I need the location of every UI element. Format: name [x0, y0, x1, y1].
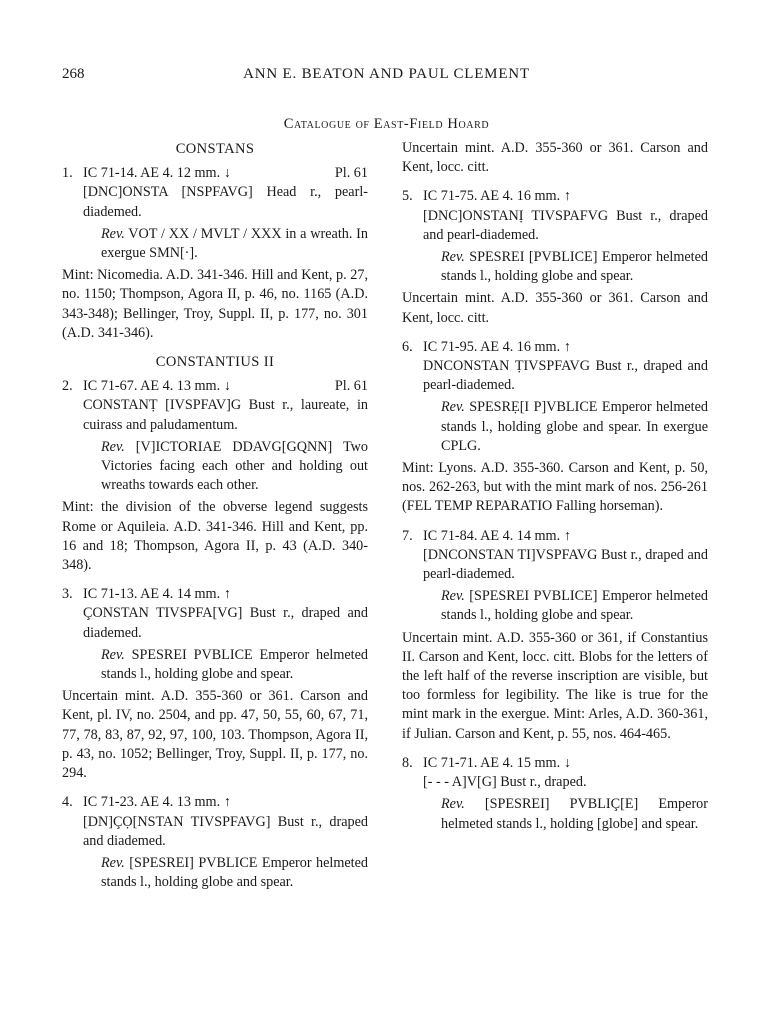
- left-column: [62, 139, 368, 902]
- entry-id: IC 71-71. AE 4. 15 mm. ↓: [423, 754, 571, 771]
- entry-id: IC 71-13. AE 4. 14 mm. ↑: [83, 586, 231, 603]
- entry-header: [402, 527, 708, 546]
- reverse-description: Rev. [SPESREI PVBLICE] Emperor helmeted stands l., holding globe and spear.: [441, 588, 708, 624]
- right-column: [402, 139, 708, 844]
- entry-number: 3.: [62, 586, 73, 603]
- entry-header: [62, 793, 368, 812]
- catalogue-entry-3: [62, 585, 368, 783]
- obverse-description: [DNCONSTAN TI]VSPFAVG Bust r., draped and pearl-diademed.: [423, 546, 708, 583]
- plate-ref: Pl. 61: [334, 165, 368, 182]
- obverse-description: [DNC]ONSTANỊ TIVSPAFVG Bust r., draped and pearl-diademed.: [423, 207, 708, 243]
- entry-number: 2.: [62, 378, 73, 395]
- obverse-description: DNCONSTAN ṬIVSPFAVG Bust r., draped and pearl-diademed.: [423, 358, 708, 394]
- mint-note: Uncertain mint. A.D. 355-360 or 361. Carson and Kent, pl. IV, no. 2504, and pp. 47, 50, 55, 60, 67, 71, 77, 78, 83, 87, 92, 97, 100, 103. Thompson, Agora II, p. 43, no. 1052; Bellinger, Troy, Suppl. II, p. 177, no. 294.: [62, 688, 368, 782]
- catalogue-entry-8: [402, 754, 708, 834]
- mint-note: Uncertain mint. A.D. 355-360 or 361, if Constantius II. Carson and Kent, locc. citt. Blobs for the letters of the left half of the reverse inscription are visible, but too formless for legibility. The like is true for the mint mark in the exergue. Mint: Arles, A.D. 360-361, if Julian. Carson and Kent, p. 55, nos. 464-465.: [402, 629, 708, 742]
- entry-header: [402, 754, 708, 773]
- mint-note: Uncertain mint. A.D. 355-360 or 361. Carson and Kent, locc. citt.: [402, 290, 708, 326]
- entry-id: IC 71-67. AE 4. 13 mm. ↓: [83, 378, 231, 395]
- catalogue-entry-5: [402, 187, 708, 327]
- catalogue-entry-4: [62, 793, 368, 892]
- entry-number: 8.: [402, 754, 413, 771]
- reverse-description: Rev. SPESREI [PVBLICE] Emperor helmeted stands l., holding globe and spear.: [441, 249, 708, 285]
- obverse-description: ÇONSTAN TIVSPFA[VG] Bust r., draped and diademed.: [83, 605, 368, 641]
- entry-number: 1.: [62, 165, 73, 182]
- plate-ref: Pl. 61: [334, 378, 368, 395]
- entry-id: IC 71-23. AE 4. 13 mm. ↑: [83, 794, 231, 811]
- catalogue-entry-6: [402, 338, 708, 517]
- reverse-description: Rev. VOT / XX / MVLT / XXX in a wreath. In exergue SMN[·].: [101, 225, 368, 262]
- obverse-description: [DN]ÇỌ[NSTAN TIVSPFAVG] Bust r., draped and diademed.: [83, 813, 368, 849]
- mint-note: Uncertain mint. A.D. 355-360 or 361. Carson and Kent, locc. citt.: [402, 140, 708, 176]
- section-heading-constans: CONSTANS: [175, 141, 255, 157]
- reverse-description: Rev. SPESRẸ[I P]VBLICE Emperor helmeted stands l., holding globe and spear. In exergue CPLG.: [441, 399, 708, 454]
- catalogue-entry-2: [62, 377, 368, 575]
- catalogue-entry-1: [62, 164, 368, 343]
- reverse-description: Rev. [SPESREI] PVBLICE Emperor helmeted stands l., holding globe and spear.: [101, 854, 368, 891]
- entry-id: IC 71-14. AE 4. 12 mm. ↓: [83, 165, 231, 182]
- page-number: 268: [62, 66, 85, 82]
- page-header: [0, 66, 773, 88]
- catalogue-title: Catalogue of East-Field Hoard: [283, 116, 490, 132]
- mint-note: Mint: Nicomedia. A.D. 341-346. Hill and Kent, p. 27, no. 1150; Thompson, Agora II, p. 46, no. 1165 (A.D. 343-348); Bellinger, Troy, Suppl. II, p. 177, no. 301 (A.D. 341-346).: [62, 267, 368, 341]
- reverse-description: Rev. SPESREI PVBLICE Emperor helmeted stands l., holding globe and spear.: [101, 646, 368, 683]
- entry-number: 6.: [402, 338, 413, 355]
- entry-id: IC 71-95. AE 4. 16 mm. ↑: [423, 338, 571, 355]
- entry-number: 4.: [62, 794, 73, 811]
- entry-number: 5.: [402, 188, 413, 205]
- entry-header: [402, 187, 708, 206]
- reverse-description: Rev. [V]ICTORIAE DDAVG[GQNN] Two Victories facing each other and holding out wreaths towards each other.: [101, 438, 368, 494]
- entry-header: [62, 585, 368, 604]
- reverse-description: Rev. [SPESREI] PVBLIÇ[E] Emperor helmeted stands l., holding [globe] and spear.: [441, 796, 708, 832]
- obverse-description: [DNC]ONSTA [NSPFAVG] Head r., pearl-diademed.: [83, 184, 368, 220]
- entry-header: [62, 164, 368, 183]
- entry-number: 7.: [402, 527, 413, 544]
- entry-id: IC 71-84. AE 4. 14 mm. ↑: [423, 527, 571, 544]
- mint-note: Mint: Lyons. A.D. 355-360. Carson and Kent, p. 50, nos. 262-263, but with the mint mark of nos. 256-261 (FEL TEMP REPARATIO Falling horseman).: [402, 460, 708, 515]
- running-head: ANN E. BEATON AND PAUL CLEMENT: [243, 66, 530, 82]
- entry-header: [62, 377, 368, 396]
- entry-id: IC 71-75. AE 4. 16 mm. ↑: [423, 188, 571, 205]
- section-heading-constantius-ii: CONSTANTIUS II: [155, 354, 275, 371]
- entry-header: [402, 338, 708, 357]
- obverse-description: CONSTANṬ [IVSPFAV]G Bust r., laureate, in cuirass and paludamentum.: [83, 397, 368, 433]
- catalogue-entry-4-continued: [402, 139, 708, 177]
- obverse-description: [- - - A]V[G] Bust r., draped.: [423, 774, 587, 791]
- mint-note: Mint: the division of the obverse legend suggests Rome or Aquileia. A.D. 341-346. Hill and Kent, pp. 16 and 18; Thompson, Agora II, p. 43 (A.D. 340-348).: [62, 499, 368, 574]
- catalogue-entry-7: [402, 527, 708, 744]
